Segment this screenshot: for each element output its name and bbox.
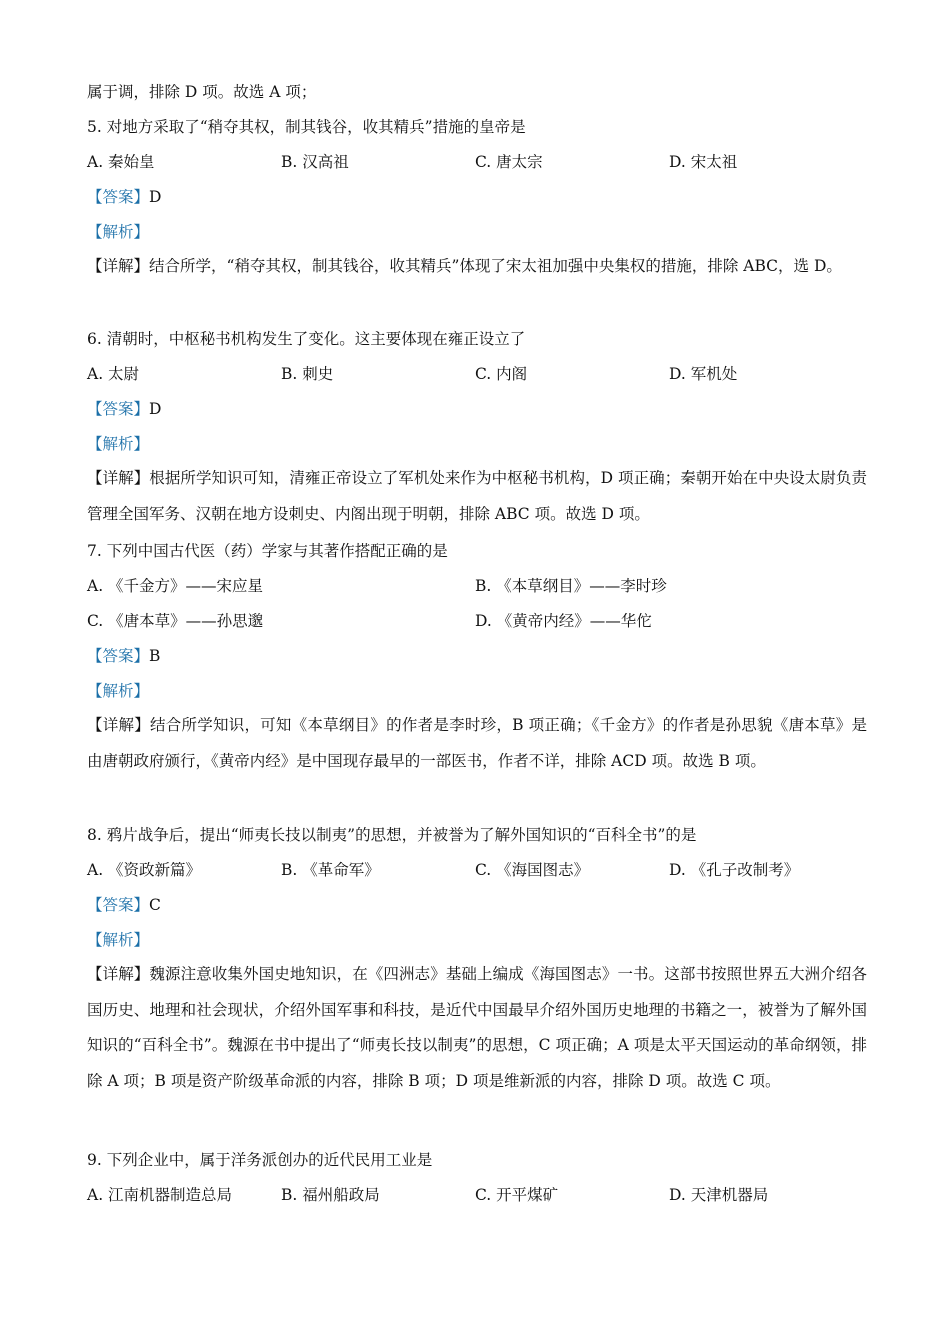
q6-analysis-label: 【解析】: [87, 435, 150, 453]
q8-option-c: C. 《海国图志》: [475, 861, 590, 879]
q7-option-b: B. 《本草纲目》——李时珍: [475, 577, 667, 595]
q8-answer: 【答案】C: [87, 896, 161, 914]
q5-answer: [87, 187, 161, 207]
q9-option-b: B. 福州船政局: [281, 1186, 380, 1204]
q6-answer: 【答案】D: [87, 400, 162, 418]
q5-detail: 【详解】结合所学，“稍夺其权，制其钱谷，收其精兵”体现了宋太祖加强中央集权的措施，排除 ABC，选 D。: [87, 257, 842, 275]
q6-option-d: D. 军机处: [669, 365, 738, 383]
q8-option-d: D. 《孔子改制考》: [669, 861, 800, 879]
q8-detail: 【详解】魏源注意收集外国史地知识，在《四洲志》基础上编成《海国图志》一书。这部书按照世界五大洲介绍各国历史、地理和社会现状，介绍外国军事和科技，是近代中国最早介绍外国历史地理的书籍之一，被誉为了解外国知识的“百科全书”。魏源在书中提出了“师夷长技以制夷”的思想，C 项正确；A 项是太平天国运动的革命纲领，排除 A 项；B 项是资产阶级革命派的内容，排除 B 项；D 项是维新派的内容，排除 D 项。故选 C 项。: [87, 965, 867, 1090]
q9-stem: 9. 下列企业中，属于洋务派创办的近代民用工业是: [87, 1151, 433, 1169]
q7-detail: 【详解】结合所学知识，可知《本草纲目》的作者是李时珍，B 项正确；《千金方》的作者是孙思貌《唐本草》是由唐朝政府颁行，《黄帝内经》是中国现存最早的一部医书，作者不详，排除 ACD 项。故选 B 项。: [87, 716, 867, 770]
q5-option-c: C. 唐太宗: [475, 153, 543, 171]
q7-stem: 7. 下列中国古代医（药）学家与其著作搭配正确的是: [87, 542, 448, 560]
answer-label: 【答案】: [87, 188, 150, 206]
q5-option-d: D. 宋太祖: [669, 153, 738, 171]
q8-stem: 8. 鸦片战争后，提出“师夷长技以制夷”的思想，并被誉为了解外国知识的“百科全书”的是: [87, 826, 697, 844]
q6-option-a: A. 太尉: [87, 365, 140, 383]
q5-analysis-label: 【解析】: [87, 223, 150, 241]
q6-option-b: B. 刺史: [281, 365, 334, 383]
q7-option-a: A. 《千金方》——宋应星: [87, 577, 264, 595]
q6-option-c: C. 内阁: [475, 365, 528, 383]
q9-option-d: D. 天津机器局: [669, 1186, 769, 1204]
q9-option-c: C. 开平煤矿: [475, 1186, 559, 1204]
q7-analysis-label: 【解析】: [87, 682, 150, 700]
q5-option-b: B. 汉高祖: [281, 153, 349, 171]
q7-option-d: D. 《黄帝内经》——华佗: [475, 612, 652, 630]
q5-answer-value: D: [149, 188, 162, 206]
q6-stem: 6. 清朝时，中枢秘书机构发生了变化。这主要体现在雍正设立了: [87, 330, 526, 348]
q9-option-a: A. 江南机器制造总局: [87, 1186, 233, 1204]
q7-answer: 【答案】B: [87, 647, 161, 665]
q8-analysis-label: 【解析】: [87, 931, 150, 949]
q8-option-a: A. 《资政新篇》: [87, 861, 202, 879]
intro-line: 属于调，排除 D 项。故选 A 项；: [87, 83, 317, 101]
q7-option-c: C. 《唐本草》——孙思邈: [87, 612, 264, 630]
q5-option-a: A. 秦始皇: [87, 153, 155, 171]
q6-detail: 【详解】根据所学知识可知，清雍正帝设立了军机处来作为中枢秘书机构，D 项正确；秦朝开始在中央设太尉负责管理全国军务、汉朝在地方设刺史、内阁出现于明朝，排除 ABC 项。故选 D 项。: [87, 469, 867, 523]
q8-option-b: B. 《革命军》: [281, 861, 380, 879]
q5-stem: 5. 对地方采取了“稍夺其权，制其钱谷，收其精兵”措施的皇帝是: [87, 118, 526, 136]
